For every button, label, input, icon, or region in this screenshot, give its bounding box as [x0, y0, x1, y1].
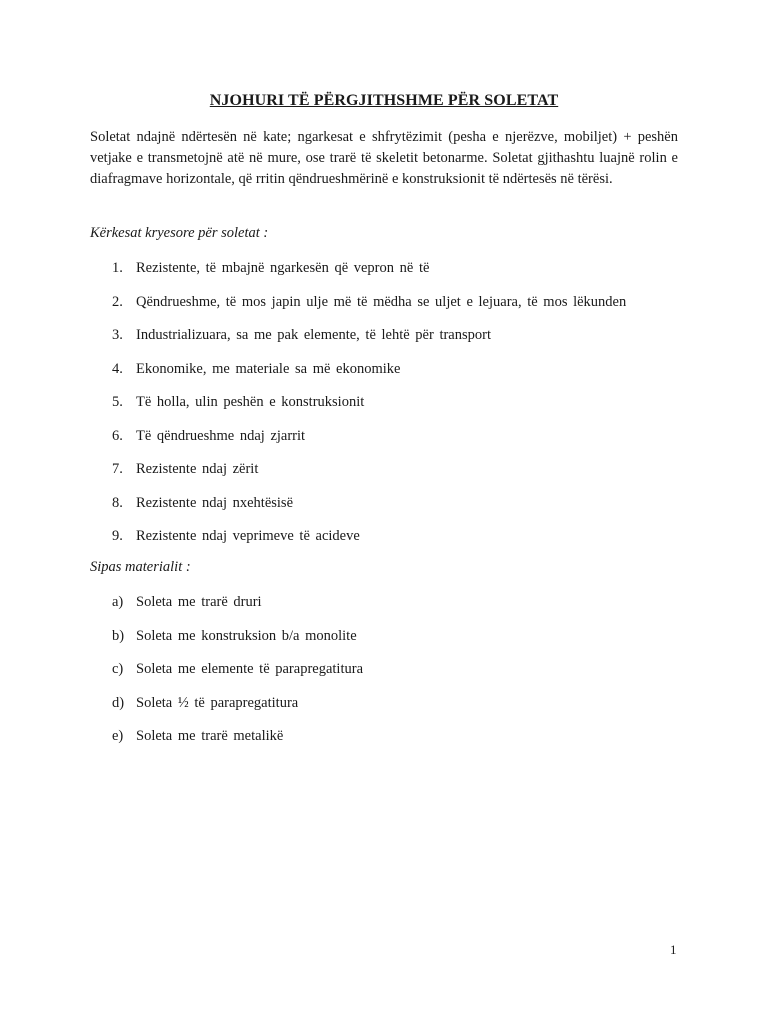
page-number: 1: [670, 942, 677, 957]
list-item-text: Soleta me konstruksion b/a monolite: [136, 627, 357, 644]
list-marker: c): [112, 661, 124, 677]
list-item-text: Industrializuara, sa me pak elemente, të lehtë për transport: [136, 327, 491, 343]
list-marker: b): [112, 627, 125, 644]
list-marker: 2.: [112, 293, 123, 310]
list-marker: 5.: [112, 394, 123, 410]
list-marker: 9.: [112, 528, 123, 544]
list-marker: 8.: [112, 494, 123, 511]
list-marker: 1.: [112, 260, 123, 276]
list-item-text: Soleta me trarë metalikë: [136, 728, 284, 744]
list-item-text: Qëndrueshme, të mos japin ulje më të mëdha se uljet e lejuara, të mos lëkunden: [136, 293, 627, 310]
list-item-text: Rezistente ndaj veprimeve të acideve: [136, 528, 360, 544]
list-item-text: Rezistente ndaj nxehtësisë: [136, 494, 294, 511]
list-marker: d): [112, 694, 125, 711]
list-item-text: Të qëndrueshme ndaj zjarrit: [136, 427, 306, 444]
material-heading: Sipas materialit :: [90, 559, 191, 575]
intro-text: Soletat ndajnë ndërtesën në kate; ngarkesat e shfrytëzimit (pesha e njerëzve, mobiljet) + peshën vetjake e transmetojnë atë në mure, ose trarë të skeletit betonarme. Soletat gjithashtu luajnë rolin e diafragmave horizontale, që rritin qëndrueshmërinë e konstruksionit të ndërtesës në tërësi.: [90, 129, 678, 187]
list-marker: 7.: [112, 461, 123, 477]
list-item-text: Rezistente, të mbajnë ngarkesën që vepron në të: [136, 260, 430, 276]
document-title: NJOHURI TË PËRGJITHSHME PËR SOLETAT: [209, 92, 559, 109]
list-item-text: Rezistente ndaj zërit: [136, 461, 259, 477]
requirements-heading: Kërkesat kryesore për soletat :: [90, 225, 269, 241]
list-item-text: Ekonomike, me materiale sa më ekonomike: [136, 360, 401, 377]
list-item-text: Të holla, ulin peshën e konstruksionit: [136, 394, 365, 410]
intro-paragraph: [90, 127, 678, 190]
list-marker: e): [112, 728, 124, 744]
list-marker: 4.: [112, 360, 123, 377]
list-item-text: Soleta me elemente të parapregatitura: [136, 661, 364, 677]
list-item-text: Soleta me trarë druri: [136, 594, 262, 610]
list-item-text: Soleta ½ të parapregatitura: [136, 694, 299, 711]
list-marker: 3.: [112, 327, 123, 343]
list-marker: a): [112, 594, 124, 610]
list-marker: 6.: [112, 427, 123, 444]
